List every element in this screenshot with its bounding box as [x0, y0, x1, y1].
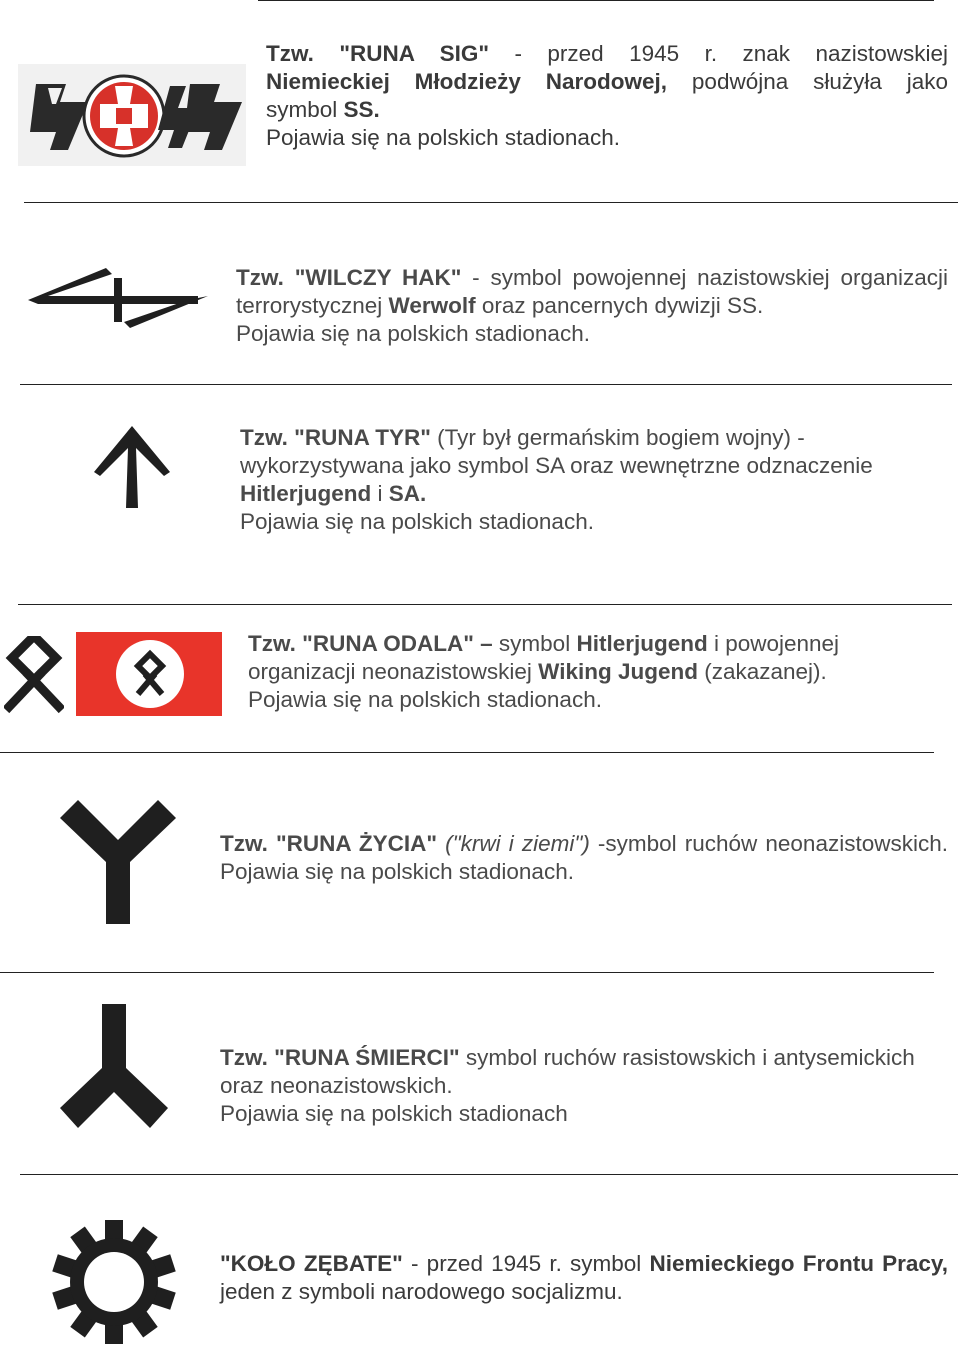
entry-gear-desc2: jeden z symboli narodowego socjalizmu.: [220, 1279, 623, 1304]
entry-sig-org: Niemieckiej Młodzieży Narodowej,: [266, 69, 668, 94]
sig-rune-badge-icon: [18, 64, 246, 171]
entry-tyr-footer: Pojawia się na polskich stadionach.: [240, 509, 594, 534]
divider-5: [0, 972, 934, 973]
entry-odal-footer: Pojawia się na polskich stadionach.: [248, 687, 602, 712]
entry-odal-desc3: (zakazanej).: [697, 659, 827, 684]
entry-death-desc: symbol ruchów rasistowskich i antysemickich oraz neonazistowskich.: [220, 1045, 915, 1098]
entry-sig-footer: Pojawia się na polskich stadionach.: [266, 125, 620, 150]
entry-sig-line1: [266, 40, 948, 68]
entry-wolf-title: Tzw. "WILCZY HAK": [236, 265, 462, 290]
entry-life-text: [220, 830, 948, 886]
odal-flag-icon: [76, 632, 222, 721]
entry-sig-text: [266, 40, 948, 152]
entry-gear-text: [220, 1250, 948, 1306]
odal-rune-icon: [4, 636, 64, 719]
entry-tyr-org: Hitlerjugend: [240, 481, 372, 506]
entry-life-line1: [220, 830, 948, 858]
entry-tyr-and: i: [371, 481, 389, 506]
entry-tyr-desc: (Tyr był germańskim bogiem wojny) - wykorzystywana jako symbol SA oraz wewnętrzne odznaczenie: [240, 425, 873, 478]
entry-sig-desc1: - przed 1945 r. znak nazistowskiej: [489, 41, 949, 66]
tyr-rune-icon: [94, 426, 170, 513]
entry-odal-text: [248, 630, 938, 714]
divider-1: [24, 202, 958, 203]
cogwheel-icon: [52, 1220, 176, 1349]
life-rune-icon: [60, 800, 176, 929]
entry-odal-desc: symbol: [492, 631, 577, 656]
wolfsangel-icon: [28, 262, 208, 339]
entry-wolf-org: Werwolf: [388, 293, 476, 318]
entry-death-footer: Pojawia się na polskich stadionach: [220, 1101, 568, 1126]
entry-life-desc: -symbol ruchów neonazistowskich.: [589, 831, 948, 856]
entry-sig-title: Tzw. "RUNA SIG": [266, 41, 490, 66]
entry-death-text: [220, 1044, 920, 1128]
entry-gear-title: "KOŁO ZĘBATE": [220, 1251, 403, 1276]
entry-tyr-text: [240, 424, 940, 536]
entry-tyr-title: Tzw. "RUNA TYR": [240, 425, 431, 450]
entry-life-subtitle: ("krwi i ziemi"): [437, 831, 590, 856]
divider-top: [258, 0, 934, 1]
entry-odal-org: Hitlerjugend: [576, 631, 708, 656]
death-rune-icon: [60, 1004, 168, 1133]
entry-death-title: Tzw. "RUNA ŚMIERCI": [220, 1045, 460, 1070]
entry-wolf-desc: - symbol powojennej nazistowskiej organizacji terrorystycznej: [236, 265, 948, 318]
entry-wolf-desc2: oraz pancernych dywizji SS.: [475, 293, 764, 318]
entry-sig-line3: [266, 96, 948, 124]
divider-3: [18, 604, 952, 605]
divider-2: [20, 384, 952, 385]
entry-odal-desc2: i powojennej organizacji neonazistowskiej: [248, 631, 840, 684]
divider-4: [0, 752, 934, 753]
entry-life-footer: Pojawia się na polskich stadionach.: [220, 859, 574, 884]
entry-tyr-sa: SA.: [388, 481, 427, 506]
entry-sig-line2: [266, 68, 948, 96]
entry-life-title: Tzw. "RUNA ŻYCIA": [220, 831, 438, 856]
entry-sig-ss: SS.: [343, 97, 380, 122]
entry-sig-desc3: symbol: [266, 97, 344, 122]
entry-wolf-footer: Pojawia się na polskich stadionach.: [236, 321, 590, 346]
entry-wolf-text: [236, 264, 948, 348]
entry-odal-title: Tzw. "RUNA ODALA" –: [248, 631, 493, 656]
entry-gear-org: Niemieckiego Frontu Pracy,: [649, 1251, 948, 1276]
divider-6: [20, 1174, 958, 1175]
entry-odal-org2: Wiking Jugend: [538, 659, 698, 684]
entry-gear-desc: - przed 1945 r. symbol: [402, 1251, 650, 1276]
entry-sig-desc2: podwójna służyła jako: [667, 69, 948, 94]
